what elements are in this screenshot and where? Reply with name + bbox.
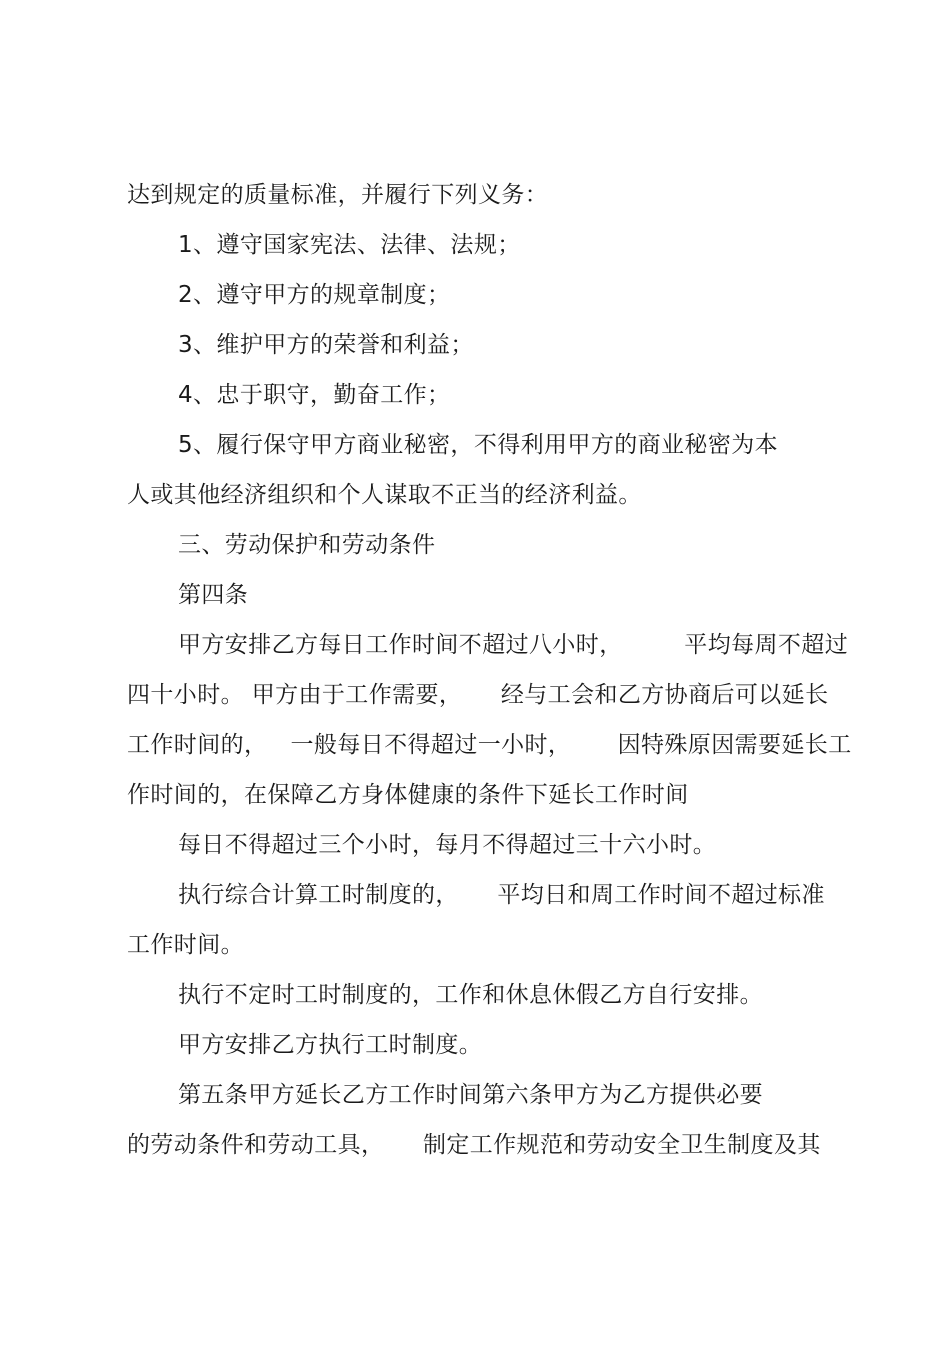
text-line: 第五条甲方延长乙方工作时间第六条甲方为乙方提供必要 [178,1082,763,1108]
section-heading: 三、劳动保护和劳动条件 [178,532,436,558]
list-item: 5、履行保守甲方商业秘密，不得利用甲方的商业秘密为本 [178,432,779,458]
text-line: 执行不定时工时制度的，工作和休息休假乙方自行安排。 [178,982,763,1008]
text-line: 甲方安排乙方执行工时制度。 [178,1032,483,1058]
list-item: 4、忠于职守，勤奋工作； [178,382,451,408]
text-line: 每日不得超过三个小时，每月不得超过三十六小时。 [178,832,717,858]
list-item: 3、维护甲方的荣誉和利益； [178,332,474,358]
text-line: 甲方安排乙方每日工作时间不超过八小时， 平均每周不超过 [178,632,849,658]
text-line: 人或其他经济组织和个人谋取不正当的经济利益。 [127,482,642,508]
list-item: 2、遵守甲方的规章制度； [178,282,451,308]
text-line: 作时间的，在保障乙方身体健康的条件下延长工作时间 [127,782,689,808]
article-heading: 第四条 [178,582,249,608]
text-line: 工作时间的， 一般每日不得超过一小时， 因特殊原因需要延长工 [127,732,852,758]
text-line: 工作时间。 [127,932,244,958]
text-line: 的劳动条件和劳动工具， 制定工作规范和劳动安全卫生制度及其 [127,1132,821,1158]
text-line: 达到规定的质量标准，并履行下列义务： [127,182,549,208]
list-item: 1、遵守国家宪法、法律、法规； [178,232,521,258]
text-line: 四十小时。 甲方由于工作需要， 经与工会和乙方协商后可以延长 [127,682,829,708]
text-line: 执行综合计算工时制度的， 平均日和周工作时间不超过标准 [178,882,825,908]
